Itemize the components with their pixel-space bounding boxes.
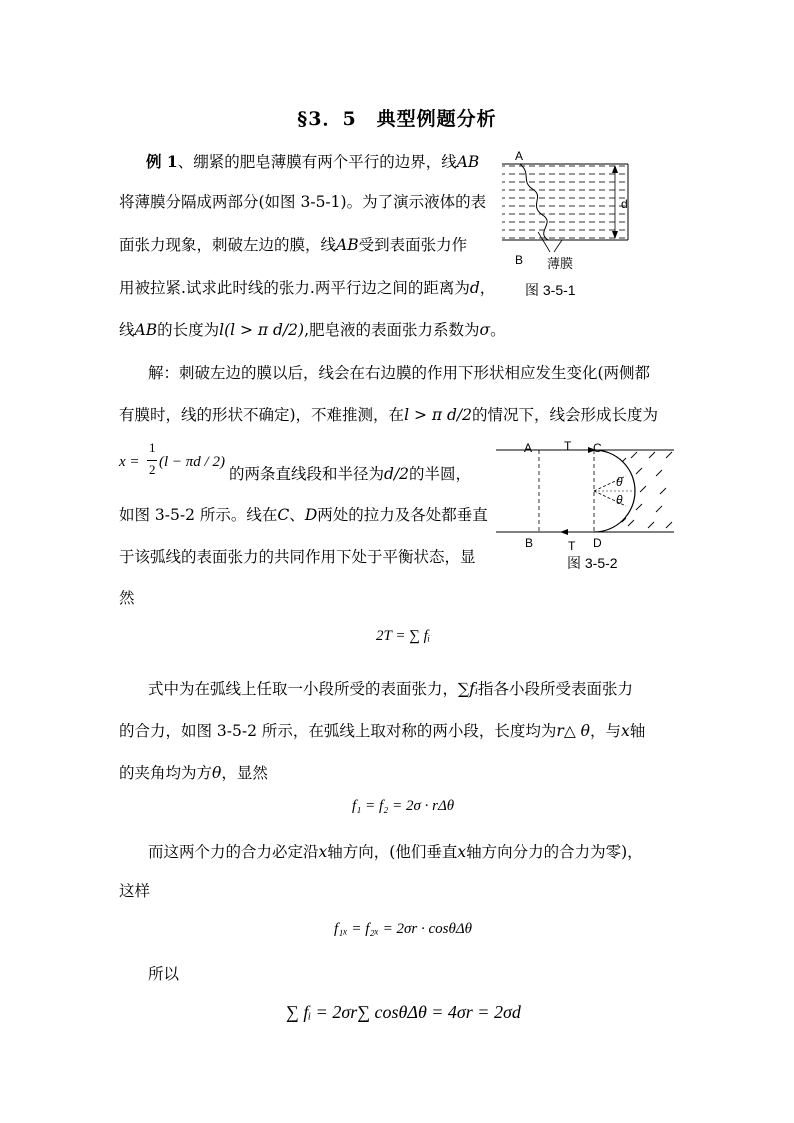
example-line-1: 例 1、绷紧的肥皂薄膜有两个平行的边界，线AB — [146, 152, 480, 171]
example-line-3: 面张力现象，刺破左边的膜，线AB受到表面张力作 — [119, 236, 468, 254]
example-line-4: 用被拉紧.试求此时线的张力.两平行边之间的距离为d， — [119, 279, 496, 297]
fig1-label-b: B — [515, 253, 524, 267]
equation-4: ∑ fᵢ = 2σr∑ cosθΔθ = 4σr = 2σd — [286, 1002, 521, 1022]
fig1-label-film: 薄膜 — [547, 256, 574, 271]
solution-line-3: 的两条直线段和半径为d/2的半圆， — [229, 465, 472, 483]
equation-1: 2T = ∑ fᵢ — [376, 628, 431, 644]
solution-line-12: 所以 — [148, 965, 180, 983]
fig2-label-d: D — [593, 536, 602, 550]
film-region — [502, 164, 628, 240]
solution-line-11: 这样 — [119, 882, 151, 900]
solution-line-8: 的合力，如图 3-5-2 所示，在弧线上取对称的两小段，长度均为r△ θ，与x轴 — [119, 722, 646, 740]
sigma: σ — [479, 321, 491, 339]
figure-3-5-2 — [496, 436, 676, 556]
example-line-5: 线AB的长度为l(l > π d/2),肥皂液的表面张力系数为σ。 — [119, 321, 506, 339]
length-expr: l(l > π d/2) — [219, 321, 305, 339]
fig2-label-t-bottom: T — [568, 539, 576, 553]
solution-line-7: 式中为在弧线上任取一小段所受的表面张力，∑fᵢ指各小段所受表面张力 — [148, 680, 633, 698]
x-expression: x = 1 2 (l − πd / 2) — [119, 440, 225, 477]
var-ab: AB — [456, 153, 480, 171]
fig2-label-a: A — [524, 441, 533, 455]
fig2-label-t-top: T — [564, 439, 572, 453]
figure-3-5-1-caption: 图 3-5-1 — [525, 282, 576, 298]
fig1-label-a: A — [515, 149, 524, 163]
example-label: 例 1 — [146, 152, 178, 171]
solution-line-4: 如图 3-5-2 所示。线在C、D两处的拉力及各处都垂直 — [119, 506, 488, 524]
solution-line-2: 有膜时，线的形状不确定)，不难推测，在l > π d/2的情况下，线会形成长度为 — [119, 406, 658, 424]
solution-line-10: 而这两个力的合力必定沿x轴方向，(他们垂直x轴方向分力的合力为零)， — [148, 843, 643, 861]
example-line-2: 将薄膜分隔成两部分(如图 3-5-1)。为了演示液体的表 — [119, 193, 487, 211]
equation-3: f₁ₓ = f₂ₓ = 2σr · cosθΔθ — [334, 921, 473, 937]
equation-2: f₁ = f₂ = 2σ · rΔθ — [352, 798, 455, 814]
fig2-label-c: C — [593, 441, 602, 455]
fig2-label-theta-1: θ — [616, 475, 623, 489]
fig2-label-theta-2: θ — [616, 493, 623, 507]
page-title: §3．5 典型例题分析 — [297, 108, 497, 130]
fig1-label-d: d — [621, 197, 628, 211]
figure-3-5-2-caption: 图 3-5-2 — [567, 555, 618, 571]
film-hatching — [622, 452, 672, 528]
solution-line-1: 解：刺破左边的膜以后，线会在右边膜的作用下形状相应发生变化(两侧都 — [148, 364, 651, 382]
solution-line-5: 于该弧线的表面张力的共同作用下处于平衡状态，显 — [119, 548, 476, 566]
solution-line-6: 然 — [119, 589, 135, 607]
solution-line-9: 的夹角均为方θ，显然 — [119, 764, 268, 782]
fig2-label-b: B — [525, 536, 534, 550]
figure-3-5-1 — [498, 146, 648, 296]
